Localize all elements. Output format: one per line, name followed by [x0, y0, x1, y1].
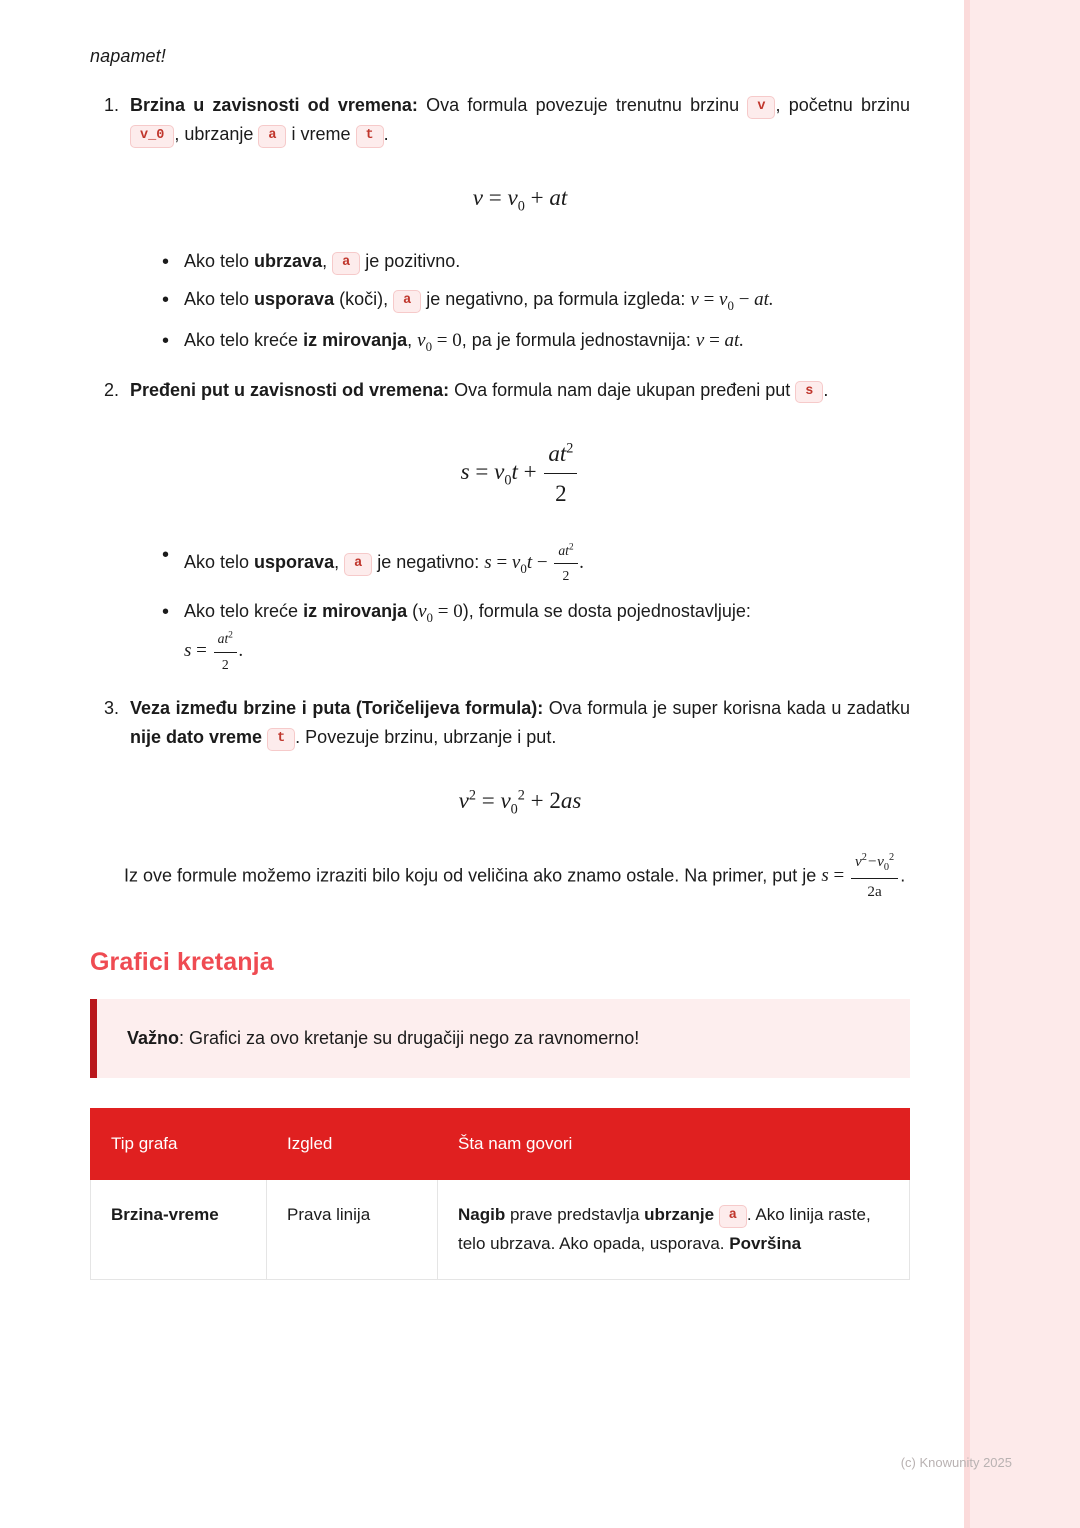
list-item-formula-2 — [124, 376, 910, 676]
list-item-formula-1 — [124, 91, 910, 358]
bullet-mid: , — [407, 329, 418, 350]
bullet-bold: ubrzava — [254, 251, 323, 272]
inline-math-s-at2: s = $\frac{at^2}{2}$ . — [184, 640, 244, 661]
table-cell-look: Prava linija — [267, 1179, 438, 1280]
bullet-after: , pa je formula jednostavnija: — [461, 329, 696, 350]
formula-3-text-c: . Povezuje brzinu, ubrzanje i put. — [295, 726, 557, 747]
inline-math-s-formula: s = $\frac{v^2-v_0^2}{2a}$ — [821, 865, 900, 886]
formula-1-bullets — [130, 247, 910, 358]
inline-math-s-v0t-at2: $s = v_0t$ − $\frac{at^2}{2}$ . — [484, 552, 584, 573]
formula-1-text-c: , ubrzanje — [174, 124, 259, 145]
list-item-formula-3 — [124, 694, 910, 822]
bullet-after: je negativno: — [372, 552, 485, 573]
formula-1-text-a: Ova formula povezuje trenutnu brzinu — [417, 95, 748, 115]
closing-paragraph-text: Iz ove formule možemo izraziti bilo koju od veličina ako znamo ostale. Na primer, put je — [124, 865, 822, 886]
bullet-mid: , — [334, 552, 345, 573]
list-item — [162, 540, 910, 587]
formula-2-title: Pređeni put u zavisnosti od vremena: — [130, 379, 450, 400]
intro-italic-text: napamet! — [90, 46, 166, 66]
token-a: a — [393, 290, 421, 313]
copyright-footer: (c) Knowunity 2025 — [900, 1455, 1012, 1470]
inline-math-v0-zero: $v_0 = 0$ — [417, 329, 462, 354]
equation-1: $v = v_0$ + at — [472, 185, 568, 215]
table-header-look: Izgled — [267, 1109, 438, 1180]
inline-math-v-at: v = at. — [695, 329, 745, 351]
table-cell-meaning — [438, 1179, 910, 1280]
meaning-bold-1: Nagib — [458, 1204, 506, 1224]
table-cell-type: Brzina-vreme — [91, 1179, 267, 1280]
bullet-mid: (koči), — [334, 289, 394, 310]
graph-types-table — [90, 1108, 910, 1280]
bullet-after: je pozitivno. — [360, 251, 461, 272]
closing-paragraph — [124, 850, 910, 904]
formula-2-text-a: Ova formula nam daje ukupan pređeni put — [449, 379, 796, 400]
callout-label: Važno — [127, 1028, 180, 1049]
table-body — [91, 1179, 910, 1280]
bullet-mid: $(v_0 = 0)$, formula se dosta pojednostavljuje: — [407, 600, 751, 625]
callout-text: : Grafici za ovo kretanje su drugačiji nego za ravnomerno! — [179, 1028, 640, 1049]
bullet-bold: usporava — [254, 552, 335, 573]
bullet-bold: iz mirovanja — [303, 600, 408, 621]
meaning-bold-3: ubrzanje — [644, 1204, 715, 1224]
token-v0: v_0 — [130, 125, 174, 148]
token-v: v — [747, 96, 775, 119]
right-decorative-band — [970, 0, 1080, 1528]
table-header-row — [91, 1109, 910, 1180]
formula-2-bullets — [130, 540, 910, 675]
list-item — [162, 326, 910, 358]
bullet-bold: usporava — [254, 289, 335, 310]
list-item — [162, 285, 910, 317]
formula-1-title: Brzina u zavisnosti od vremena: — [130, 95, 418, 115]
table-row — [91, 1179, 910, 1280]
meaning-text-2: prave predstavlja — [505, 1204, 645, 1224]
equation-3: $v^2 = v_0^2 + 2as$ — [458, 787, 582, 818]
formula-1-text-d: i vreme — [286, 124, 356, 145]
formula-1-text-b: , početnu brzinu — [775, 95, 910, 115]
important-callout — [90, 999, 910, 1078]
bullet-after: je negativno, pa formula izgleda: — [421, 289, 691, 310]
table-header — [91, 1109, 910, 1180]
bullet-text: Ako telo — [184, 552, 255, 573]
token-a: a — [344, 553, 372, 576]
bullet-text: Ako telo kreće — [184, 600, 304, 621]
meaning-text-4: . Ako linija raste, telo ubrzava. Ako opada, usporava. — [458, 1204, 871, 1254]
formula-3-text-a: Ova formula je super korisna kada u zadatku — [543, 697, 910, 718]
list-item — [162, 597, 910, 676]
token-a: a — [719, 1205, 747, 1228]
token-a: a — [258, 125, 286, 148]
formula-2-text-b: . — [823, 379, 829, 400]
bullet-mid: , — [322, 251, 333, 272]
formula-3-bold-b: nije dato vreme — [130, 726, 263, 747]
bullet-text: Ako telo — [184, 289, 255, 310]
token-s: s — [795, 381, 823, 404]
token-t: t — [356, 125, 384, 148]
token-a: a — [332, 252, 360, 275]
inline-math-v-v0-at: $v = v_0$ − at. — [690, 289, 774, 313]
bullet-bold: iz mirovanja — [303, 329, 408, 350]
token-t: t — [267, 728, 295, 751]
formula-1-text-e: . — [383, 124, 389, 145]
bullet-text: Ako telo kreće — [184, 329, 304, 350]
list-item — [162, 247, 910, 276]
bullet-text: Ako telo — [184, 251, 255, 272]
table-header-meaning: Šta nam govori — [438, 1109, 910, 1180]
closing-paragraph-period: . — [900, 865, 906, 886]
numbered-formula-list — [90, 91, 910, 822]
formula-3-title: Veza između brzine i puta (Toričelijeva formula): — [130, 697, 544, 718]
equation-2: $s = v_0t$ + $\frac{at^2}{2}$ — [130, 435, 910, 513]
table-header-type: Tip grafa — [91, 1109, 267, 1180]
page-title: Grafici kretanja — [90, 948, 274, 977]
meaning-bold-5: Površina — [729, 1234, 802, 1254]
